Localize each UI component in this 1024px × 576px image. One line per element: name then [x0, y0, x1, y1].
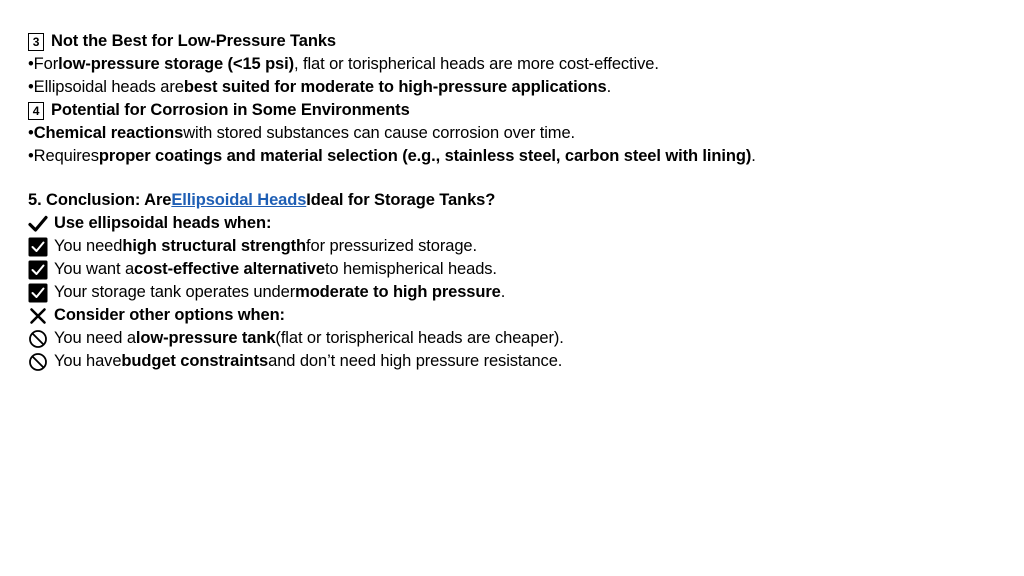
- bullet-bold: low-pressure storage (<15 psi): [58, 55, 295, 73]
- prohibited-icon: [28, 352, 48, 372]
- item-post: to hemispherical heads.: [324, 260, 497, 278]
- use-item: [28, 235, 1008, 258]
- prohibited-icon: [28, 329, 48, 349]
- section-3-bullet-2: [28, 76, 1008, 99]
- conclusion-suffix: Ideal for Storage Tanks?: [306, 191, 496, 209]
- section-4-bullet-1: [28, 122, 1008, 145]
- item-pre: Your storage tank operates under: [54, 283, 296, 301]
- use-heading-text: Use ellipsoidal heads when:: [54, 214, 272, 232]
- bullet-prefix: •Ellipsoidal heads are: [28, 78, 184, 96]
- bullet-prefix: •For: [28, 55, 59, 73]
- checkbox-checked-icon: [28, 283, 48, 303]
- other-item: [28, 327, 1008, 350]
- item-pre: You want a: [54, 260, 135, 278]
- other-item: [28, 350, 1008, 373]
- section-3-title: Not the Best for Low-Pressure Tanks: [51, 32, 337, 50]
- checkbox-checked-icon: [28, 260, 48, 280]
- item-post: .: [500, 283, 506, 301]
- item-post: and don’t need high pressure resistance.: [268, 352, 563, 370]
- item-pre: You need: [54, 237, 123, 255]
- conclusion-prefix: 5. Conclusion: Are: [28, 191, 172, 209]
- use-item: [28, 281, 1008, 304]
- other-heading: [28, 304, 1008, 327]
- section-4-bullet-2: [28, 145, 1008, 168]
- bullet-rest: with stored substances can cause corrosion over time.: [183, 124, 576, 142]
- item-bold: low-pressure tank: [135, 329, 276, 347]
- item-bold: moderate to high pressure: [295, 283, 501, 301]
- bullet-bold: proper coatings and material selection (e.g., stainless steel, carbon steel with lining): [98, 147, 752, 165]
- item-post: for pressurized storage.: [306, 237, 477, 255]
- cross-mark-icon: [28, 306, 48, 326]
- ellipsoidal-heads-link[interactable]: Ellipsoidal Heads: [171, 191, 307, 209]
- item-post: (flat or torispherical heads are cheaper).: [275, 329, 564, 347]
- bullet-rest: .: [606, 78, 612, 96]
- conclusion-heading: [28, 189, 1008, 212]
- other-heading-text: Consider other options when:: [54, 306, 285, 324]
- checkbox-checked-icon: [28, 237, 48, 257]
- use-heading: [28, 212, 1008, 235]
- item-pre: You have: [54, 352, 122, 370]
- section-4-heading: [28, 99, 1008, 122]
- heavy-check-mark-icon: [28, 214, 48, 234]
- bullet-bold: Chemical reactions: [33, 124, 184, 142]
- section-4-title: Potential for Corrosion in Some Environments: [51, 101, 410, 119]
- section-3-bullet-1: [28, 53, 1008, 76]
- keycap-3-icon: 3: [28, 33, 44, 51]
- item-pre: You need a: [54, 329, 136, 347]
- bullet-rest: , flat or torispherical heads are more cost-effective.: [294, 55, 659, 73]
- bullet-prefix: •Requires: [28, 147, 99, 165]
- item-bold: budget constraints: [121, 352, 269, 370]
- bullet-rest: .: [751, 147, 756, 165]
- keycap-4-icon: 4: [28, 102, 44, 120]
- item-bold: high structural strength: [122, 237, 307, 255]
- use-item: [28, 258, 1008, 281]
- item-bold: cost-effective alternative: [134, 260, 325, 278]
- bullet-bold: best suited for moderate to high-pressure applications: [183, 78, 607, 96]
- bullet-prefix: •: [28, 124, 34, 142]
- section-3-heading: [28, 30, 1008, 53]
- slide-content: [28, 30, 1008, 373]
